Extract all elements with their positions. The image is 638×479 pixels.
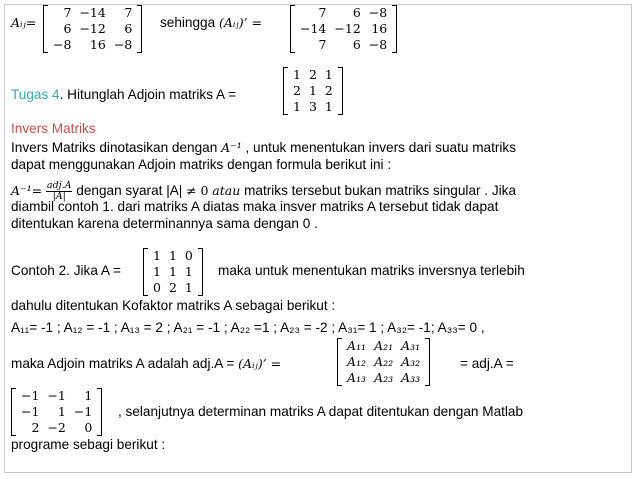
matrix-row bbox=[149, 248, 197, 264]
fraction-num: adj.A bbox=[46, 180, 72, 191]
line-aij bbox=[11, 15, 36, 31]
matrix-cell: 0 bbox=[153, 280, 161, 295]
matrix-cell: −12 bbox=[334, 21, 361, 36]
result-b: programe sebagi berikut : bbox=[11, 437, 166, 452]
matrix-row bbox=[149, 264, 197, 280]
matrix-cell: −1 bbox=[47, 388, 66, 403]
matrix-cell: 1 bbox=[293, 67, 301, 82]
matrix-cell: A₁₃ bbox=[347, 370, 367, 385]
matrix-cell: 1 bbox=[168, 264, 177, 279]
adj-b: = adj.A = bbox=[460, 356, 514, 371]
matrix-cell: −1 bbox=[73, 404, 93, 419]
matrix-row bbox=[296, 5, 391, 21]
matrix-cell: 3 bbox=[308, 99, 317, 114]
contoh-line bbox=[11, 263, 121, 279]
line1-text bbox=[160, 15, 262, 31]
cofactors-line: A₁₁= -1 ; A₁₂ = -1 ; A₁₃ = 2 ; A₂₁ = -1 ; A₂₂ =1 ; A₂₃ = -2 ; A₃₁= 1 ; A₃₂= -1; A₃₃= 0 , bbox=[11, 320, 485, 335]
formula-atau: atau bbox=[212, 183, 241, 199]
matrix-cell: −1 bbox=[21, 404, 40, 419]
matrix-row bbox=[289, 67, 337, 83]
matrix-row bbox=[343, 370, 424, 386]
matrix-cell: 1 bbox=[153, 248, 161, 263]
matrix-cell: 1 bbox=[84, 388, 93, 403]
matrix-cell: 6 bbox=[63, 21, 72, 36]
matrix-cell: 1 bbox=[324, 99, 333, 114]
para1-line1 bbox=[11, 140, 516, 156]
matrix-cell: 6 bbox=[124, 21, 133, 36]
para2-line2: ditentukan karena determinannya sama dengan 0 . bbox=[11, 216, 318, 231]
matrix-cell: 2 bbox=[168, 280, 177, 295]
tugas-line bbox=[11, 87, 236, 103]
matrix-cell: 1 bbox=[57, 404, 66, 419]
matrix-cell: 7 bbox=[63, 5, 72, 20]
tugas-text: . Hitunglah Adjoin matriks A = bbox=[59, 87, 237, 102]
aij-lhs: Aᵢⱼ= bbox=[11, 15, 37, 30]
matrix-row bbox=[17, 388, 96, 404]
para1-a: Invers Matriks dinotasikan dengan bbox=[11, 140, 218, 155]
tugas-label: Tugas 4 bbox=[11, 87, 60, 102]
matrix-row bbox=[17, 420, 96, 436]
matrix-cell: A₂₁ bbox=[374, 338, 394, 353]
matrix-cell: −8 bbox=[368, 5, 388, 20]
matrix-cell: 7 bbox=[318, 37, 327, 52]
matrix-cell: A₃₁ bbox=[401, 338, 421, 353]
matrix-row bbox=[17, 404, 96, 420]
matrix-row bbox=[343, 354, 424, 370]
matrix-tugas bbox=[283, 67, 343, 115]
matrix-cell: A₁₁ bbox=[347, 338, 367, 353]
matrix-cell: 7 bbox=[318, 5, 327, 20]
aij-transpose: (Aᵢⱼ)’ = bbox=[218, 15, 262, 30]
matrix-row bbox=[296, 37, 391, 53]
formula-b: matriks tersebut bukan matriks singular . Jika bbox=[244, 183, 517, 199]
matrix-cell: 6 bbox=[352, 5, 361, 20]
section-heading: Invers Matriks bbox=[11, 121, 96, 136]
contoh-a: Contoh 2. Jika A = bbox=[11, 263, 121, 278]
adj-a: maka Adjoin matriks A adalah adj.A = bbox=[11, 356, 235, 371]
matrix-cell: −14 bbox=[79, 5, 106, 20]
matrix-cell: A₁₂ bbox=[347, 354, 367, 369]
matrix-row bbox=[343, 338, 424, 354]
adj-mid: (Aᵢⱼ)’ = bbox=[238, 356, 282, 371]
formula-lhs: A⁻¹= bbox=[11, 183, 43, 199]
matrix-cell: 0 bbox=[184, 248, 193, 263]
fraction-den: |A| bbox=[52, 191, 66, 202]
matrix-cell: 1 bbox=[168, 248, 177, 263]
matrix-cell: 16 bbox=[89, 37, 106, 52]
matrix-cell: 2 bbox=[308, 67, 317, 82]
matrix-aij bbox=[43, 5, 142, 53]
matrix-contoh bbox=[143, 248, 203, 296]
para1-b: , untuk menentukan invers dari suatu matriks bbox=[245, 140, 516, 155]
matrix-cell: 0 bbox=[84, 420, 93, 435]
para1-line2: dapat menggunakan Adjoin matriks dengan formula berikut ini : bbox=[11, 157, 392, 172]
matrix-cell: 7 bbox=[124, 5, 133, 20]
matrix-cell: 1 bbox=[184, 264, 193, 279]
matrix-cell: A₂₂ bbox=[374, 354, 394, 369]
contoh-c: dahulu ditentukan Kofaktor matriks A sebagai berikut : bbox=[11, 298, 336, 313]
formula-neq: ≠ 0 bbox=[186, 183, 209, 199]
matrix-cell: A₃₂ bbox=[401, 354, 421, 369]
matrix-row bbox=[49, 5, 136, 21]
matrix-row bbox=[49, 21, 136, 37]
matrix-cell: −2 bbox=[47, 420, 66, 435]
matrix-cell: 1 bbox=[293, 99, 301, 114]
matrix-cell: 2 bbox=[293, 83, 301, 98]
matrix-cell: −12 bbox=[79, 21, 106, 36]
matrix-row bbox=[289, 83, 337, 99]
matrix-cell: A₃₃ bbox=[401, 370, 421, 385]
matrix-cell: 1 bbox=[184, 280, 193, 295]
matrix-cell: 6 bbox=[352, 37, 361, 52]
matrix-adj-symbols bbox=[337, 338, 430, 386]
para2-line1: diambil contoh 1. dari matriks A diatas maka insver matriks A tersebut tidak dapat bbox=[11, 199, 499, 214]
matrix-cell: −8 bbox=[53, 37, 72, 52]
a-inverse: A⁻¹ bbox=[221, 140, 242, 155]
contoh-b: maka untuk menentukan matriks inversnya terlebih bbox=[218, 263, 525, 278]
matrix-cell: 2 bbox=[324, 83, 333, 98]
matrix-row bbox=[296, 21, 391, 37]
matrix-adj-result bbox=[11, 388, 102, 436]
matrix-row bbox=[289, 99, 337, 115]
matrix-aij-transpose bbox=[290, 5, 397, 53]
result-a: , selanjutnya determinan matriks A dapat ditentukan dengan Matlab bbox=[118, 404, 524, 419]
matrix-row bbox=[149, 280, 197, 296]
matrix-cell: 2 bbox=[31, 420, 40, 435]
formula-a: dengan syarat |A| bbox=[76, 183, 183, 199]
matrix-cell: 1 bbox=[308, 83, 317, 98]
matrix-cell: 1 bbox=[153, 264, 161, 279]
matrix-cell: 1 bbox=[324, 67, 333, 82]
matrix-cell: −8 bbox=[368, 37, 388, 52]
matrix-row bbox=[49, 37, 136, 53]
matrix-cell: A₂₃ bbox=[374, 370, 394, 385]
sehingga-text: sehingga bbox=[160, 15, 216, 30]
matrix-cell: −8 bbox=[113, 37, 133, 52]
adj-line bbox=[11, 356, 281, 372]
matrix-cell: −1 bbox=[21, 388, 40, 403]
matrix-cell: −14 bbox=[300, 21, 327, 36]
matrix-cell: 16 bbox=[371, 21, 388, 36]
